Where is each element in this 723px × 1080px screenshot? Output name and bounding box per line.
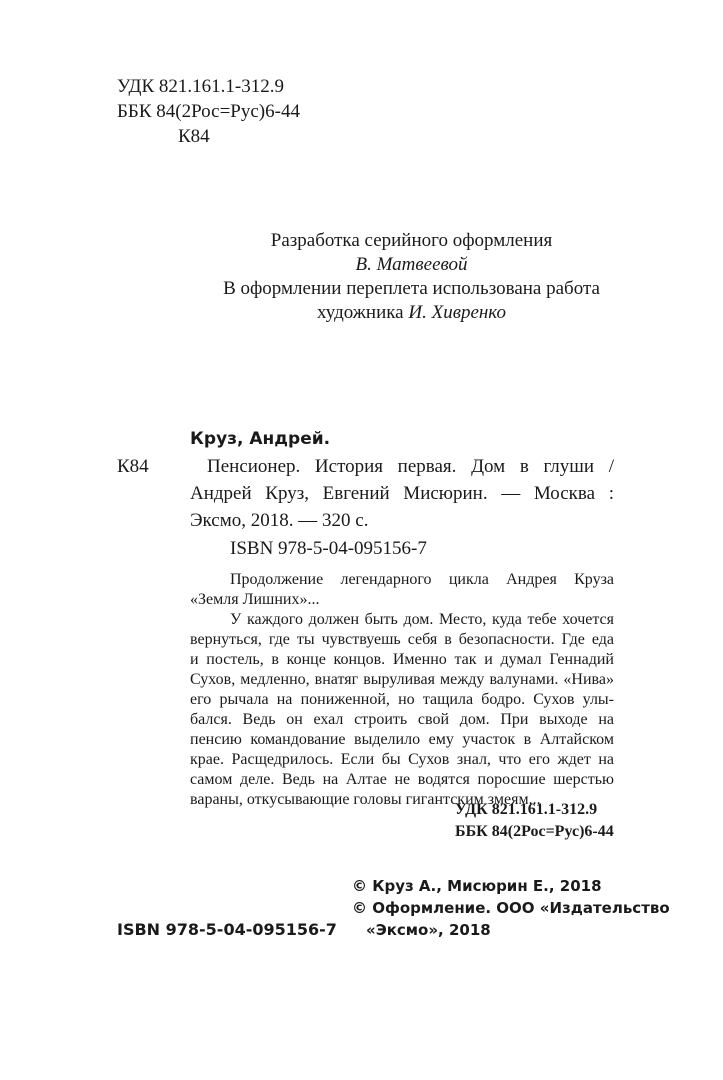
- entry-isbn: ISBN 978-5-04-095156-7: [230, 538, 427, 559]
- credits-designer: В. Матвеевой: [355, 254, 468, 275]
- top-bbk: ББК 84(2Рос=Рус)6-44: [117, 101, 300, 122]
- annotation-line: «Земля Лишних»...: [190, 591, 320, 608]
- copyright-isbn: ISBN 978-5-04-095156-7: [117, 920, 337, 939]
- annotation-line: У каждого должен быть дом. Место, куда тебе хочется: [230, 611, 614, 628]
- annotation-line: вараны, откусывающие головы гигантским змеям...: [190, 791, 541, 808]
- annotation-line: пенсию командование выделило ему участок в Алтайском: [190, 731, 614, 748]
- bottom-udk: УДК 821.161.1-312.9: [455, 801, 598, 818]
- annotation-line: бался. Ведь он ехал строить свой дом. При выходе на: [190, 711, 614, 728]
- annotation-line: вернуться, где ты чувствуешь себя в безопасности. Где еда: [190, 631, 614, 648]
- annotation-line: самом деле. Ведь на Алтае не водятся поросшие шерстью: [190, 771, 614, 788]
- annotation-line: и постель, в конце концов. Именно так и думал Геннадий: [190, 651, 614, 668]
- copyright-publisher: «Эксмо», 2018: [366, 921, 491, 939]
- annotation-line: его рычала на пониженной, но тащила бодро. Сухов улы-: [190, 691, 614, 708]
- entry-line-2: Андрей Круз, Евгений Мисюрин. — Москва :: [190, 483, 614, 504]
- annotation-line: крае. Расщедрилось. Если бы Сухов знал, что его ждет на: [190, 751, 614, 768]
- credits-line-1: Разработка серийного оформления: [270, 230, 553, 251]
- credits-line-3: В оформлении переплета использована работа: [223, 278, 600, 299]
- credits-prefix: художника: [317, 302, 409, 323]
- entry-line-3: Эксмо, 2018. — 320 с.: [190, 510, 369, 531]
- entry-author: Круз, Андрей.: [190, 429, 331, 449]
- top-code: К84: [178, 126, 210, 147]
- credits-line-4: [50, 302, 723, 324]
- entry-line-1: Пенсионер. История первая. Дом в глуши /: [207, 456, 614, 477]
- entry-code: К84: [117, 456, 149, 477]
- annotation-line: Продолжение легендарного цикла Андрея Круза: [230, 571, 614, 588]
- bottom-bbk: ББК 84(2Рос=Рус)6-44: [455, 823, 614, 840]
- top-udk: УДК 821.161.1-312.9: [117, 76, 284, 97]
- copyright-authors: © Круз А., Мисюрин Е., 2018: [352, 877, 602, 895]
- credits-artist: И. Хивренко: [408, 302, 506, 323]
- annotation-line: Сухов, медленно, внатяг выруливая между валунами. «Нива»: [190, 671, 614, 688]
- copyright-design: © Оформление. ООО «Издательство: [352, 899, 670, 917]
